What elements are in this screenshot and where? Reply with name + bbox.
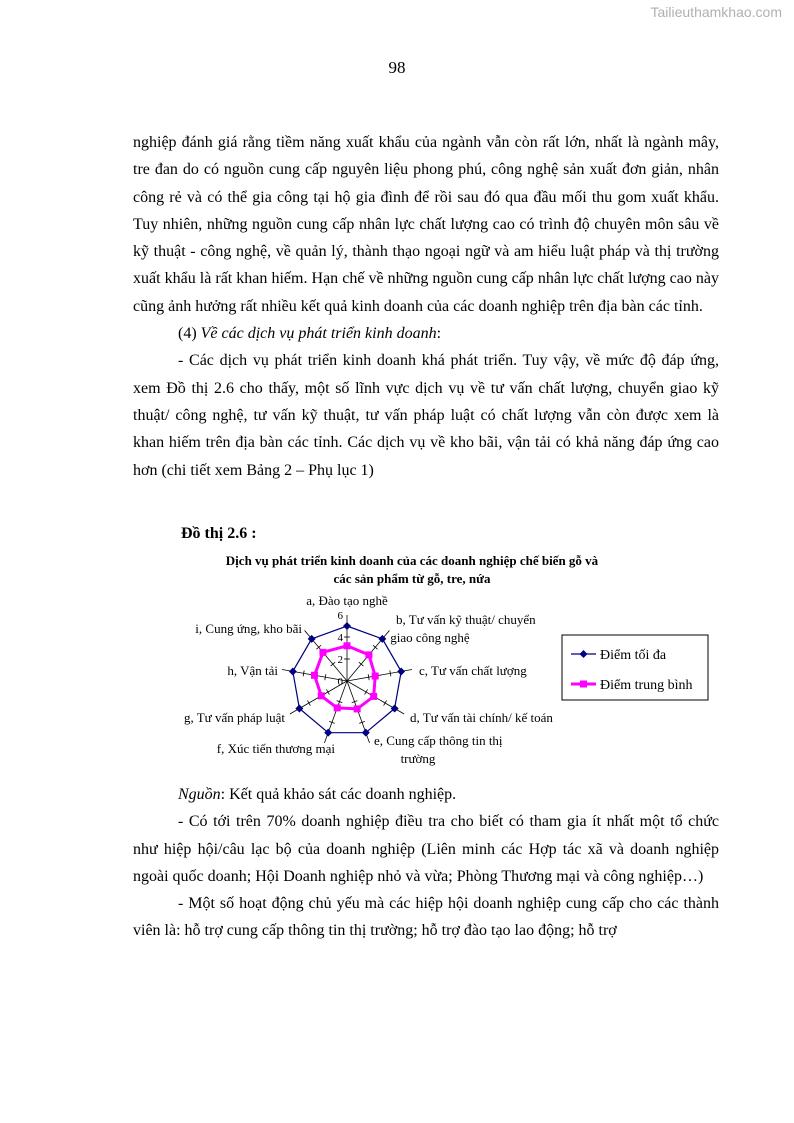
axis-category-label: h, Vận tải: [227, 663, 278, 678]
watermark: Tailieuthamkhao.com: [650, 4, 782, 20]
body-text-top: [133, 129, 719, 484]
radar-tick-mark: [325, 674, 326, 680]
paragraph: - Một số hoạt động chủ yếu mà các hiệp hội doanh nghiệp cung cấp cho các thành viên là: hỗ trợ cung cấp thông tin thị trường; hỗ trợ đào tạo lao động; hỗ trợ: [133, 895, 719, 940]
radar-chart: [160, 548, 735, 773]
radial-tick-label: 2: [337, 654, 343, 666]
data-point-average: [372, 673, 379, 680]
page-number: 98: [388, 58, 406, 77]
axis-category-label: g, Tư vấn pháp luật: [183, 710, 285, 725]
section-heading: (4) Về các dịch vụ phát triển kinh doanh:: [178, 325, 442, 343]
data-point-max: [343, 622, 351, 630]
radial-tick-label: 6: [337, 610, 343, 622]
data-point-average: [365, 651, 372, 658]
chart-title-line-2: các sản phẩm từ gỗ, tre, nứa: [333, 571, 491, 586]
radial-tick-label: 0: [337, 676, 343, 688]
data-point-average: [370, 693, 377, 700]
axis-category-label: c, Tư vấn chất lượng: [419, 663, 527, 678]
data-point-average: [319, 649, 326, 656]
axis-category-label-continued: trường: [400, 751, 436, 766]
radial-tick-label: 4: [337, 632, 343, 644]
radar-tick-mark: [384, 700, 387, 705]
axis-category-label: a, Đào tạo nghề: [306, 593, 388, 608]
data-point-average: [354, 705, 361, 712]
paragraph: nghiệp đánh giá rằng tiềm năng xuất khẩu của ngành vẫn còn rất lớn, nhất là ngành mây, tre đan do có nguồn cung cấp nguyên liệu phong phú, công nghệ sản xuất đơn giản, nhân công rẻ và có thể gia công tại hộ gia đình để rồi sau đó qua đầu mối thu gom xuất khẩu. Tuy nhiên, những nguồn cung cấp nhân lực chất lượng cao có trình độ chuyên môn sâu về kỹ thuật - công nghệ, về quản lý, thành thạo ngoại ngữ và am hiểu luật pháp và thị trường xuất khẩu là rất khan hiếm. Hạn chế về những nguồn cung cấp nhân lực chất lượng cao này cũng ảnh hưởng rất nhiều kết quả kinh doanh của các doanh nghiệp trên địa bàn các tỉnh.: [133, 134, 719, 315]
data-point-average: [318, 692, 325, 699]
legend-marker: [580, 681, 587, 688]
axis-category-label-continued: giao công nghệ: [390, 630, 470, 645]
legend-label: Điểm tối đa: [600, 648, 667, 663]
legend-label: Điểm trung bình: [600, 678, 693, 693]
body-text-bottom: [133, 781, 719, 945]
data-point-average: [334, 704, 341, 711]
axis-category-label: b, Tư vấn kỹ thuật/ chuyển: [396, 612, 536, 627]
data-point-max: [397, 667, 405, 675]
axis-category-label: d, Tư vấn tài chính/ kế toán: [410, 710, 553, 725]
radar-tick-mark: [365, 689, 368, 694]
chart-label: Đồ thị 2.6 :: [181, 525, 257, 542]
radar-tick-mark: [307, 700, 310, 705]
radar-tick-mark: [303, 670, 304, 676]
data-point-max: [289, 667, 297, 675]
source-note: Nguồn: Kết quả khảo sát các doanh nghiệp.: [178, 786, 457, 803]
axis-category-label: f, Xúc tiến thương mại: [216, 741, 335, 756]
data-point-average: [344, 642, 351, 649]
axis-category-label: e, Cung cấp thông tin thị: [374, 733, 503, 748]
radar-tick-mark: [368, 674, 369, 680]
radar-tick-mark: [326, 689, 329, 694]
paragraph: - Các dịch vụ phát triển kinh doanh khá phát triển. Tuy vậy, về mức độ đáp ứng, xem Đồ thị 2.6 cho thấy, một số lĩnh vực dịch vụ về tư vấn chất lượng, chuyển giao kỹ thuật/ công nghệ, tư vấn kỹ thuật, tư vấn pháp luật có chất lượng vẫn còn được xem là khan hiếm trên địa bàn các tỉnh. Các dịch vụ về kho bãi, vận tải có khả năng đáp ứng cao hơn (chi tiết xem Bảng 2 – Phụ lục 1): [133, 352, 719, 479]
paragraph: - Có tới trên 70% doanh nghiệp điều tra cho biết có tham gia ít nhất một tổ chức như hiệp hội/câu lạc bộ của doanh nghiệp (Liên minh các Hợp tác xã và doanh nghiệp ngoài quốc doanh; Hội Doanh nghiệp nhỏ và vừa; Phòng Thương mại và công nghiệp…): [133, 813, 719, 885]
axis-category-label: i, Cung ứng, kho bãi: [195, 621, 302, 636]
radar-tick-mark: [390, 670, 391, 676]
data-point-average: [311, 672, 318, 679]
chart-title-line-1: Dịch vụ phát triển kinh doanh của các doanh nghiệp chế biến gỗ và: [225, 553, 599, 568]
